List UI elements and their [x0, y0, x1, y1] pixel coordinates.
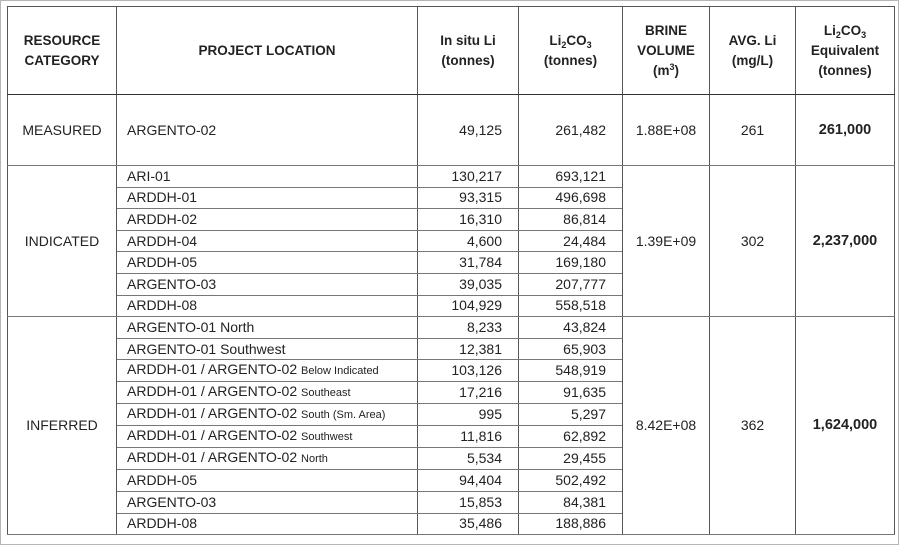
li2co3-cell: 502,492: [519, 470, 623, 492]
insitu-li-cell: 15,853: [418, 491, 519, 513]
brine-volume-cell: 1.88E+08: [623, 95, 710, 166]
location-name: ARDDH-01 / ARGENTO-02: [127, 383, 298, 400]
location-name: ARDDH-01: [127, 189, 198, 206]
location-name: ARDDH-01 / ARGENTO-02: [127, 405, 298, 422]
insitu-li-cell: 93,315: [418, 187, 519, 209]
category-cell: INFERRED: [8, 317, 117, 535]
li2co3-cell: 29,455: [519, 448, 623, 470]
li2co3-cell: 84,381: [519, 491, 623, 513]
li2co3-cell: 261,482: [519, 95, 623, 166]
location-name: ARDDH-02: [127, 210, 198, 227]
location-cell: [117, 95, 418, 166]
header-avg-li: AVG. Li (mg/L): [710, 7, 796, 95]
location-cell: [117, 470, 418, 492]
location-note: Southwest: [301, 431, 353, 444]
li2co3-equivalent-cell: 1,624,000: [796, 317, 895, 535]
insitu-li-cell: 103,126: [418, 360, 519, 382]
location-name: ARDDH-05: [127, 472, 198, 489]
insitu-li-cell: 16,310: [418, 209, 519, 231]
location-cell: [117, 166, 418, 188]
location-cell: [117, 295, 418, 317]
table-row: [8, 166, 895, 188]
header-project-location: PROJECT LOCATION: [117, 7, 418, 95]
insitu-li-cell: 11,816: [418, 426, 519, 448]
li2co3-cell: 558,518: [519, 295, 623, 317]
location-cell: [117, 448, 418, 470]
location-note: North: [301, 453, 328, 466]
avg-li-cell: 302: [710, 166, 796, 317]
location-note: Below Indicated: [301, 365, 379, 378]
insitu-li-cell: 39,035: [418, 273, 519, 295]
location-cell: [117, 273, 418, 295]
insitu-li-cell: 35,486: [418, 513, 519, 535]
header-brine-volume: BRINE VOLUME $(m^3)$: [623, 7, 710, 95]
location-cell: [117, 404, 418, 426]
category-cell: INDICATED: [8, 166, 117, 317]
header-li2co3-equivalent: $Li_2CO_3$ Equivalent (tonnes): [796, 7, 895, 95]
location-name: ARDDH-01 / ARGENTO-02: [127, 361, 298, 378]
location-note: Southeast: [301, 387, 351, 400]
insitu-li-cell: 8,233: [418, 317, 519, 339]
location-cell: [117, 317, 418, 339]
location-cell: [117, 513, 418, 535]
location-name: ARGENTO-02: [127, 121, 217, 138]
location-cell: [117, 338, 418, 360]
table-row: [8, 95, 895, 166]
location-cell: [117, 382, 418, 404]
li2co3-cell: 496,698: [519, 187, 623, 209]
location-cell: [117, 426, 418, 448]
insitu-li-cell: 995: [418, 404, 519, 426]
insitu-li-cell: 94,404: [418, 470, 519, 492]
li2co3-equivalent-cell: 2,237,000: [796, 166, 895, 317]
location-name: ARGENTO-03: [127, 493, 217, 510]
insitu-li-cell: 130,217: [418, 166, 519, 188]
location-cell: [117, 230, 418, 252]
brine-volume-cell: 8.42E+08: [623, 317, 710, 535]
insitu-li-cell: 5,534: [418, 448, 519, 470]
location-name: ARI-01: [127, 167, 171, 184]
location-name: ARDDH-01 / ARGENTO-02: [127, 427, 298, 444]
location-name: ARGENTO-01 North: [127, 318, 255, 335]
insitu-li-cell: 17,216: [418, 382, 519, 404]
li2co3-cell: 5,297: [519, 404, 623, 426]
category-cell: MEASURED: [8, 95, 117, 166]
li2co3-cell: 86,814: [519, 209, 623, 231]
li2co3-cell: 43,824: [519, 317, 623, 339]
header-resource-category: RESOURCE CATEGORY: [8, 7, 117, 95]
table-body: [8, 95, 895, 535]
location-name: ARDDH-05: [127, 254, 198, 271]
location-cell: [117, 252, 418, 274]
avg-li-cell: 261: [710, 95, 796, 166]
location-name: ARDDH-01 / ARGENTO-02: [127, 449, 298, 466]
li2co3-cell: 188,886: [519, 513, 623, 535]
li2co3-cell: 169,180: [519, 252, 623, 274]
li2co3-equivalent-cell: 261,000: [796, 95, 895, 166]
insitu-li-cell: 31,784: [418, 252, 519, 274]
location-name: ARDDH-04: [127, 232, 198, 249]
location-cell: [117, 360, 418, 382]
location-name: ARGENTO-01 Southwest: [127, 340, 286, 357]
location-name: ARDDH-08: [127, 297, 198, 314]
insitu-li-cell: 49,125: [418, 95, 519, 166]
resource-table: [7, 6, 895, 535]
insitu-li-cell: 104,929: [418, 295, 519, 317]
location-cell: [117, 209, 418, 231]
insitu-li-cell: 12,381: [418, 338, 519, 360]
brine-volume-cell: 1.39E+09: [623, 166, 710, 317]
header-row: [8, 7, 895, 95]
li2co3-cell: 24,484: [519, 230, 623, 252]
li2co3-cell: 62,892: [519, 426, 623, 448]
table-row: [8, 317, 895, 339]
header-li2co3: $Li_2CO_3$ (tonnes): [519, 7, 623, 95]
li2co3-cell: 548,919: [519, 360, 623, 382]
location-cell: [117, 187, 418, 209]
header-insitu-li: In situ Li (tonnes): [418, 7, 519, 95]
avg-li-cell: 362: [710, 317, 796, 535]
li2co3-cell: 693,121: [519, 166, 623, 188]
location-note: South (Sm. Area): [301, 409, 386, 422]
li2co3-cell: 91,635: [519, 382, 623, 404]
li2co3-cell: 65,903: [519, 338, 623, 360]
location-cell: [117, 491, 418, 513]
li2co3-cell: 207,777: [519, 273, 623, 295]
insitu-li-cell: 4,600: [418, 230, 519, 252]
location-name: ARDDH-08: [127, 515, 198, 532]
location-name: ARGENTO-03: [127, 275, 217, 292]
